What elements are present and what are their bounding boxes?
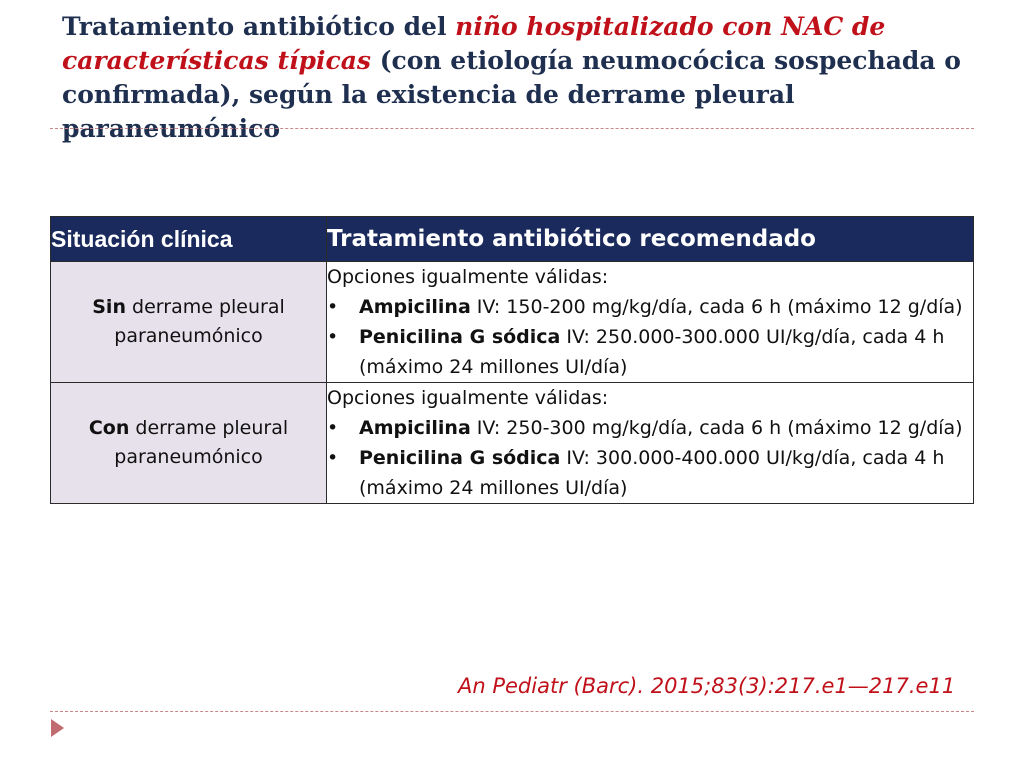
clinical-situation-cell	[51, 262, 327, 383]
bullet-icon: •	[327, 417, 339, 439]
treatment-cell	[327, 383, 974, 504]
title-highlight: niño hospitalizado con NAC de características típicas	[62, 12, 886, 75]
title-part-1: Tratamiento antibiótico del	[62, 12, 456, 41]
treatment-list	[327, 413, 973, 503]
situation-text: derrame pleural paraneumónico	[114, 296, 285, 347]
citation: An Pediatr (Barc). 2015;83(3):217.e1—217.e11	[458, 674, 956, 698]
header-clinical-situation: Situación clínica	[51, 217, 327, 262]
page-title	[62, 10, 982, 146]
header-recommended-treatment: Tratamiento antibiótico recomendado	[327, 217, 974, 262]
drug-name: Ampicilina	[359, 417, 471, 439]
top-divider	[50, 128, 974, 129]
table-row	[51, 262, 974, 383]
treatment-table	[50, 216, 974, 504]
bullet-icon: •	[327, 296, 339, 318]
drug-name: Penicilina G sódica	[359, 326, 561, 348]
drug-dose: IV: 150-200 mg/kg/día, cada 6 h (máximo 12 g/día)	[470, 296, 963, 318]
situation-keyword: Con	[88, 417, 130, 439]
table-row	[51, 383, 974, 504]
bullet-icon: •	[327, 447, 339, 469]
drug-name: Penicilina G sódica	[359, 447, 561, 469]
list-item	[327, 413, 973, 443]
triangle-right-icon	[51, 719, 64, 737]
treatment-list	[327, 292, 973, 382]
drug-name: Ampicilina	[359, 296, 471, 318]
drug-dose: IV: 250.000-300.000 UI/kg/día, cada 4 h (máximo 24 millones UI/día)	[359, 326, 945, 378]
list-item	[327, 322, 973, 382]
clinical-situation-cell	[51, 383, 327, 504]
drug-dose: IV: 300.000-400.000 UI/kg/día, cada 4 h (máximo 24 millones UI/día)	[359, 447, 945, 499]
table-header-row	[51, 217, 974, 262]
options-label: Opciones igualmente válidas:	[327, 387, 609, 409]
situation-text: derrame pleural paraneumónico	[114, 417, 289, 468]
situation-keyword: Sin	[92, 296, 126, 318]
bottom-divider	[50, 711, 974, 712]
title-part-3: (con etiología neumocócica sospechada o confirmada), según la existencia de derrame pleural paraneumónico	[62, 46, 961, 143]
drug-dose: IV: 250-300 mg/kg/día, cada 6 h (máximo 12 g/día)	[470, 417, 963, 439]
list-item	[327, 443, 973, 503]
treatment-cell	[327, 262, 974, 383]
bullet-icon: •	[327, 326, 339, 348]
list-item	[327, 292, 973, 322]
options-label: Opciones igualmente válidas:	[327, 266, 609, 288]
